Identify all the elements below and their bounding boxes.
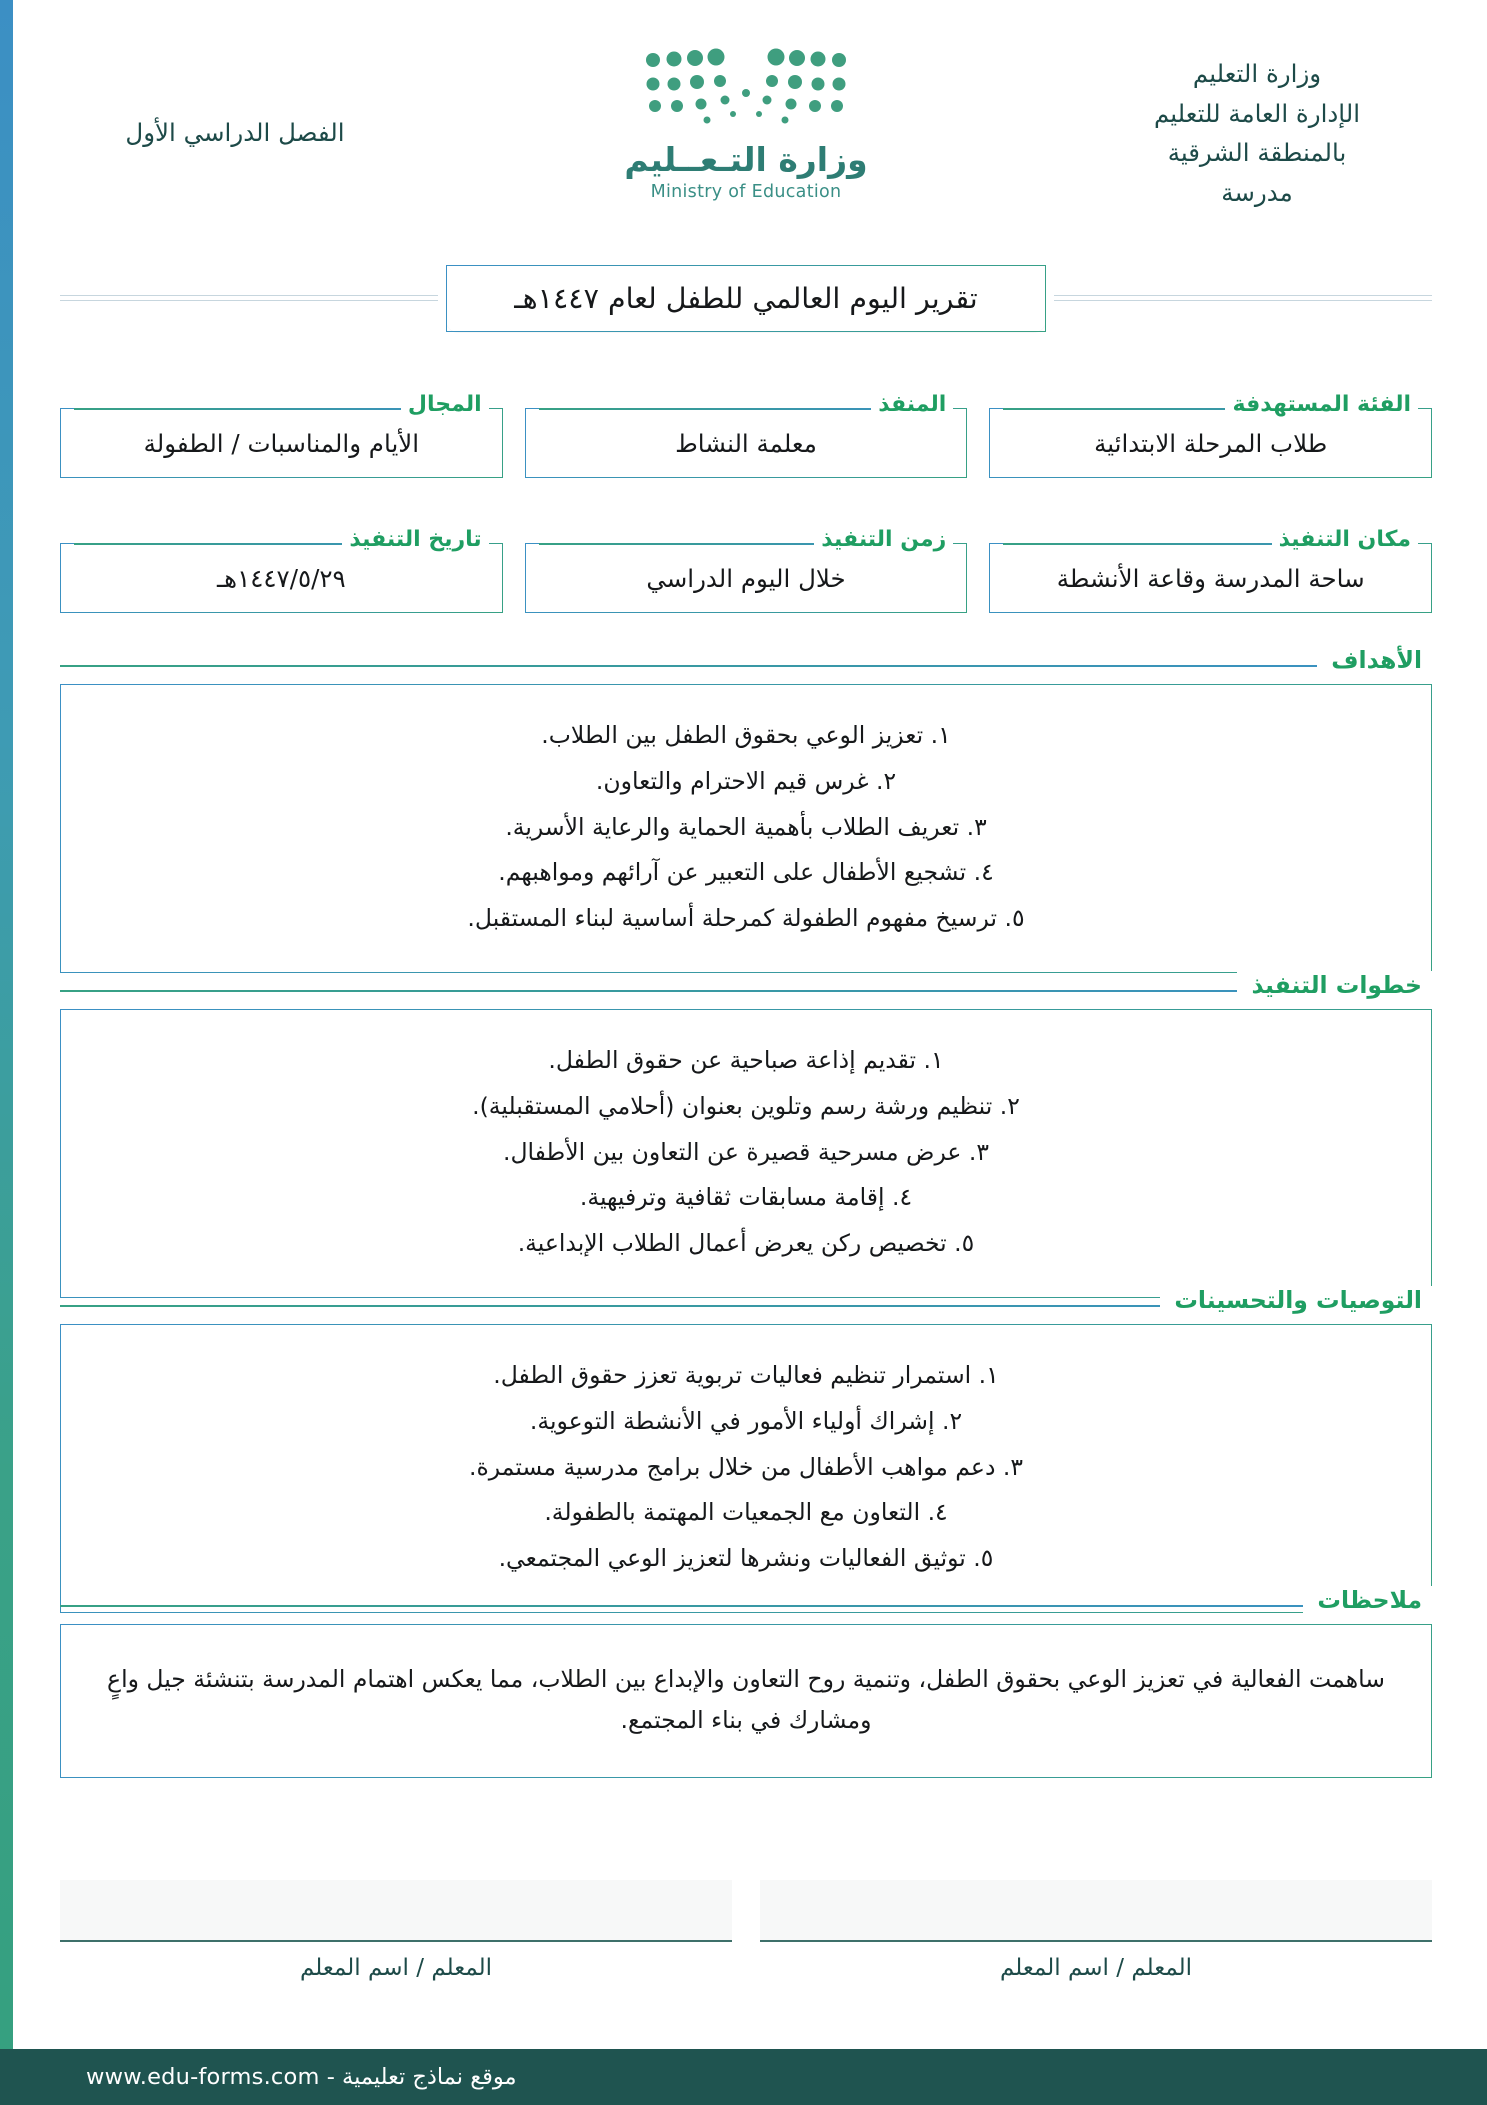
section-objectives xyxy=(60,646,1432,973)
ministry-logo-arabic: وزارة التـعــليم xyxy=(624,140,868,179)
list-item: ٢. إشراك أولياء الأمور في الأنشطة التوعوية. xyxy=(529,1406,963,1435)
signature-input-left[interactable] xyxy=(760,1880,1432,1942)
section-recommendations xyxy=(60,1286,1432,1613)
field-value-date[interactable]: ١٤٤٧/٥/٢٩هـ xyxy=(60,543,503,613)
list-item: ٥. تخصيص ركن يعرض أعمال الطلاب الإبداعية. xyxy=(517,1229,975,1258)
field-domain xyxy=(60,392,503,478)
section-underline xyxy=(60,990,1432,992)
field-value-executor[interactable]: معلمة النشاط xyxy=(525,408,968,478)
signature-caption-right: المعلم / اسم المعلم xyxy=(299,1955,493,1981)
list-item: ٣. تعريف الطلاب بأهمية الحماية والرعاية الأسرية. xyxy=(505,812,987,841)
list-item: ٣. دعم مواهب الأطفال من خلال برامج مدرسية مستمرة. xyxy=(469,1452,1023,1481)
notes-text: ساهمت الفعالية في تعزيز الوعي بحقوق الطفل، وتنمية روح التعاون والإبداع بين الطلاب، مما يعكس اهتمام المدرسة بتنشئة جيل واعٍ ومشارك في بناء المجتمع. xyxy=(107,1665,1385,1735)
list-item: ١. استمرار تنظيم فعاليات تربوية تعزز حقوق الطفل. xyxy=(493,1361,999,1389)
field-value-location[interactable]: ساحة المدرسة وقاعة الأنشطة xyxy=(989,543,1432,613)
section-title-steps: خطوات التنفيذ xyxy=(1237,971,1432,999)
signature-caption-left: المعلم / اسم المعلم xyxy=(999,1955,1193,1981)
title-rule-left xyxy=(60,295,438,301)
ministry-line-2: الإدارة العامة للتعليم xyxy=(1153,98,1361,128)
footer-website-text: موقع نماذج تعليمية - www.edu-forms.com xyxy=(86,2064,517,2090)
ministry-line-1: وزارة التعليم xyxy=(1192,59,1322,88)
list-item: ٣. عرض مسرحية قصيرة عن التعاون بين الأطفال. xyxy=(502,1137,990,1166)
section-title-objectives: الأهداف xyxy=(1317,646,1432,674)
field-target-group xyxy=(989,392,1432,478)
page-header xyxy=(0,40,1487,240)
fields-row-1 xyxy=(60,392,1432,478)
section-title-recommendations: التوصيات والتحسينات xyxy=(1160,1286,1432,1314)
list-item: ٤. التعاون مع الجمعيات المهتمة بالطفولة. xyxy=(544,1498,948,1527)
list-item: ١. تقديم إذاعة صباحية عن حقوق الطفل. xyxy=(548,1046,944,1074)
list-item: ٢. غرس قيم الاحترام والتعاون. xyxy=(595,766,897,795)
recommendations-list xyxy=(91,1353,1401,1582)
list-item: ٥. ترسيخ مفهوم الطفولة كمرحلة أساسية لبناء المستقبل. xyxy=(467,904,1025,933)
field-label-executor: المنفذ xyxy=(871,392,953,417)
field-label-location: مكان التنفيذ xyxy=(1272,527,1418,552)
section-underline xyxy=(60,665,1432,667)
section-body-objectives[interactable] xyxy=(60,684,1432,973)
field-label-target-group: الفئة المستهدفة xyxy=(1225,392,1418,417)
section-underline xyxy=(60,1605,1432,1607)
ministry-logo-english: Ministry of Education xyxy=(650,182,842,202)
objectives-list xyxy=(91,713,1401,942)
steps-list xyxy=(91,1038,1401,1267)
list-item: ٤. تشجيع الأطفال على التعبير عن آرائهم ومواهبهم. xyxy=(498,858,994,887)
section-header-steps xyxy=(60,971,1432,1009)
section-steps xyxy=(60,971,1432,1298)
field-time xyxy=(525,527,968,613)
list-item: ٢. تنظيم ورشة رسم وتلوين بعنوان (أحلامي المستقبلية). xyxy=(472,1091,1020,1120)
title-row xyxy=(60,262,1432,334)
section-body-recommendations[interactable] xyxy=(60,1324,1432,1613)
section-body-steps[interactable] xyxy=(60,1009,1432,1298)
signature-block-left xyxy=(760,1880,1432,1981)
term-label: الفصل الدراسي الأول xyxy=(125,118,345,147)
signature-input-right[interactable] xyxy=(60,1880,732,1942)
field-label-domain: المجال xyxy=(401,392,489,417)
footer-bar xyxy=(0,2049,1487,2105)
title-rule-right xyxy=(1054,295,1432,301)
ministry-header-text xyxy=(1082,40,1432,213)
fields-row-2 xyxy=(60,527,1432,613)
field-location xyxy=(989,527,1432,613)
ministry-logo-dots-icon xyxy=(641,48,851,126)
list-item: ٤. إقامة مسابقات ثقافية وترفيهية. xyxy=(579,1183,913,1212)
section-body-notes[interactable] xyxy=(60,1624,1432,1778)
section-header-notes xyxy=(60,1586,1432,1624)
field-value-target-group[interactable]: طلاب المرحلة الابتدائية xyxy=(989,408,1432,478)
list-item: ١. تعزيز الوعي بحقوق الطفل بين الطلاب. xyxy=(541,721,951,749)
section-title-notes: ملاحظات xyxy=(1303,1586,1432,1614)
field-value-domain[interactable]: الأيام والمناسبات / الطفولة xyxy=(60,408,503,478)
field-date xyxy=(60,527,503,613)
page-title: تقرير اليوم العالمي للطفل لعام ١٤٤٧هـ xyxy=(446,265,1046,332)
field-label-time: زمن التنفيذ xyxy=(814,527,953,552)
ministry-line-3: بالمنطقة الشرقية xyxy=(1167,138,1347,168)
left-accent-spine xyxy=(0,0,13,2105)
ministry-line-4: مدرسة xyxy=(1221,178,1293,208)
field-label-date: تاريخ التنفيذ xyxy=(342,527,488,552)
list-item: ٥. توثيق الفعاليات ونشرها لتعزيز الوعي المجتمعي. xyxy=(498,1544,994,1573)
section-header-recommendations xyxy=(60,1286,1432,1324)
field-executor xyxy=(525,392,968,478)
section-notes xyxy=(60,1586,1432,1778)
signature-block-right xyxy=(60,1880,732,1981)
section-header-objectives xyxy=(60,646,1432,684)
signature-row xyxy=(60,1880,1432,1981)
field-value-time[interactable]: خلال اليوم الدراسي xyxy=(525,543,968,613)
ministry-logo xyxy=(581,40,911,202)
